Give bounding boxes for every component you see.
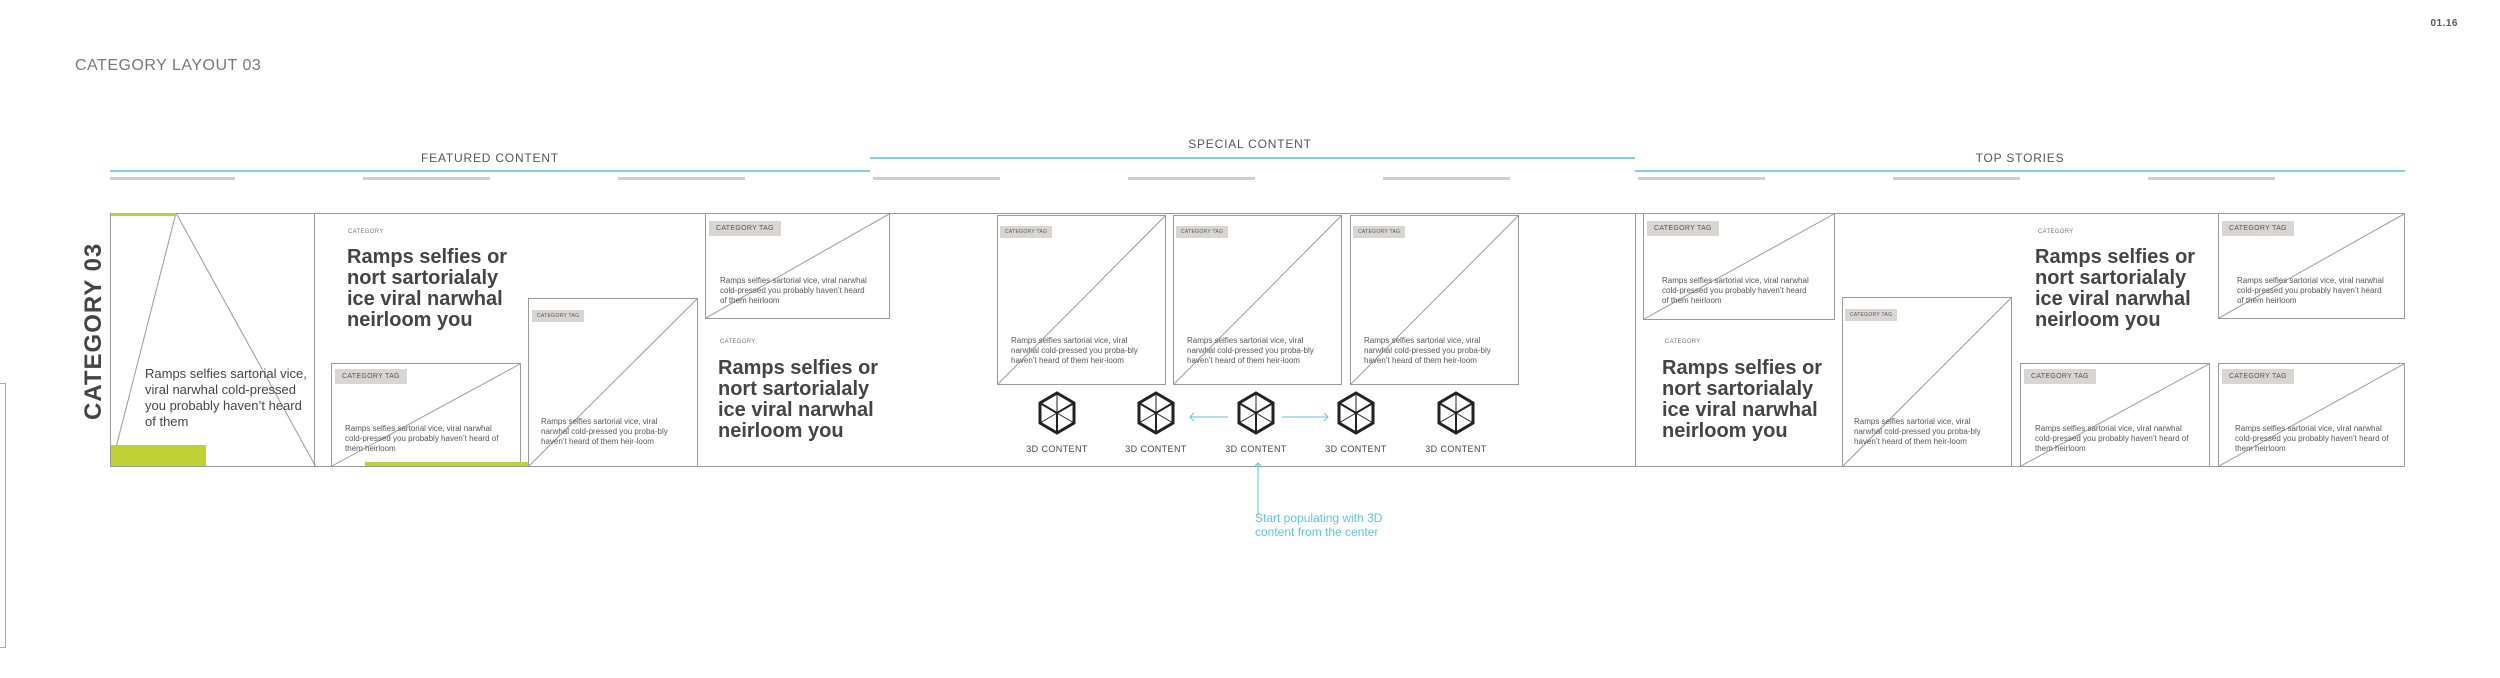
featured-divider xyxy=(110,170,870,172)
top-tile[interactable] xyxy=(2218,213,2405,319)
category-tag: CATEGORY TAG xyxy=(1845,309,1897,321)
3d-content-label: 3D CONTENT xyxy=(1325,444,1387,454)
tile-body-text: Ramps selfies sartorial vice, viral narwhal cold-pressed you probably haven’t heard of them heirloom xyxy=(2035,424,2189,453)
cube-icon xyxy=(1136,391,1176,435)
category-tag: CATEGORY TAG xyxy=(1000,226,1052,238)
hero-body-text: Ramps selfies sartorial vice, viral narwhal cold-pressed you probably haven’t heard of them xyxy=(145,366,307,429)
tile-body-text: Ramps selfies sartorial vice, viral narwhal cold-pressed you proba-bly haven’t heard of them heir-loom xyxy=(541,417,668,446)
category-tag: CATEGORY TAG xyxy=(2024,369,2096,384)
featured-tile[interactable] xyxy=(528,298,698,467)
scroll-indicator xyxy=(1128,177,1255,180)
scroll-indicator xyxy=(1638,177,1765,180)
tile-body-text: Ramps selfies sartorial vice, viral narwhal cold-pressed you probably haven’t heard of them heirloom xyxy=(345,424,499,453)
3d-content-label: 3D CONTENT xyxy=(1225,444,1287,454)
special-divider xyxy=(870,157,1635,159)
3d-content-item[interactable] xyxy=(1401,391,1511,454)
tile-body-text: Ramps selfies sartorial vice, viral narwhal cold-pressed you proba-bly haven’t heard of them heir-loom xyxy=(1011,336,1138,365)
section-divider xyxy=(1635,213,1636,467)
tile-body-text: Ramps selfies sartorial vice, viral narwhal cold-pressed you probably haven’t heard of them heirloom xyxy=(720,276,867,305)
top-tile[interactable] xyxy=(2020,363,2210,467)
category-tag: CATEGORY TAG xyxy=(1353,226,1405,238)
category-tag: CATEGORY TAG xyxy=(1647,221,1719,236)
tile-body-text: Ramps selfies sartorial vice, viral narwhal cold-pressed you proba-bly haven’t heard of them heir-loom xyxy=(1187,336,1314,365)
featured-tile[interactable] xyxy=(705,213,890,319)
tile-body-text: Ramps selfies sartorial vice, viral narwhal cold-pressed you proba-bly haven’t heard of them heir-loom xyxy=(1364,336,1491,365)
special-tile[interactable] xyxy=(1350,215,1519,385)
3d-content-label: 3D CONTENT xyxy=(1125,444,1187,454)
top-divider xyxy=(1635,170,2405,172)
scroll-indicator xyxy=(1893,177,2020,180)
category-tag: CATEGORY TAG xyxy=(2222,369,2294,384)
3d-content-label: 3D CONTENT xyxy=(1026,444,1088,454)
page-number: 01.16 xyxy=(2430,18,2458,29)
top-headline[interactable]: Ramps selfies or nort sartorialaly ice viral narwhal neirloom you xyxy=(1662,357,1823,442)
hero-accent-top xyxy=(111,213,176,216)
category-tag: CATEGORY TAG xyxy=(2222,221,2294,236)
category-tag: CATEGORY TAG xyxy=(532,310,584,322)
3d-content-item[interactable] xyxy=(1002,391,1112,454)
hero-tile[interactable] xyxy=(110,213,315,467)
top-small-category: CATEGORY xyxy=(1665,339,1701,345)
featured-small-category: CATEGORY xyxy=(720,339,756,345)
special-tile[interactable] xyxy=(997,215,1166,385)
featured-headline[interactable]: Ramps selfies or nort sartorialaly ice viral narwhal neirloom you xyxy=(347,246,508,331)
hero-accent-bottom xyxy=(111,445,206,466)
cube-icon xyxy=(1436,391,1476,435)
category-tag: CATEGORY TAG xyxy=(1176,226,1228,238)
tile-body-text: Ramps selfies sartorial vice, viral narwhal cold-pressed you probably haven’t heard of them heirloom xyxy=(2235,424,2389,453)
section-label-featured: FEATURED CONTENT xyxy=(421,151,559,165)
featured-headline-2[interactable]: Ramps selfies or nort sartorialaly ice viral narwhal neirloom you xyxy=(718,357,879,442)
category-tag: CATEGORY TAG xyxy=(709,221,781,236)
scroll-indicator xyxy=(110,177,235,180)
featured-tile[interactable] xyxy=(331,363,521,467)
annotation-note: Start populating with 3D content from the center xyxy=(1255,511,1383,539)
tile-body-text: Ramps selfies sartorial vice, viral narwhal cold-pressed you proba-bly haven’t heard of them heir-loom xyxy=(1854,417,1981,446)
page-title: CATEGORY LAYOUT 03 xyxy=(75,57,262,74)
cube-icon xyxy=(1037,391,1077,435)
special-tile[interactable] xyxy=(1173,215,1342,385)
top-tile[interactable] xyxy=(1643,213,1835,320)
previous-frame-edge xyxy=(0,383,6,648)
cube-icon xyxy=(1336,391,1376,435)
scroll-indicator xyxy=(873,177,1000,180)
section-label-special: SPECIAL CONTENT xyxy=(1188,137,1312,151)
top-small-category: CATEGORY xyxy=(2038,229,2074,235)
tile-body-text: Ramps selfies sartorial vice, viral narwhal cold-pressed you probably haven’t heard of them heirloom xyxy=(2237,276,2384,305)
scroll-indicator xyxy=(2148,177,2275,180)
scroll-indicator xyxy=(363,177,490,180)
tile-body-text: Ramps selfies sartorial vice, viral narwhal cold-pressed you probably haven’t heard of them heirloom xyxy=(1662,276,1809,305)
top-tile[interactable] xyxy=(2218,363,2405,467)
top-tile[interactable] xyxy=(1842,297,2012,467)
scroll-indicator xyxy=(1383,177,1510,180)
scroll-indicator xyxy=(618,177,745,180)
3d-content-label: 3D CONTENT xyxy=(1425,444,1487,454)
category-tag: CATEGORY TAG xyxy=(335,369,407,384)
featured-small-category: CATEGORY xyxy=(348,229,384,235)
top-headline-2[interactable]: Ramps selfies or nort sartorialaly ice viral narwhal neirloom you xyxy=(2035,246,2196,331)
section-label-top: TOP STORIES xyxy=(1975,151,2065,165)
category-label: CATEGORY 03 xyxy=(80,242,107,420)
